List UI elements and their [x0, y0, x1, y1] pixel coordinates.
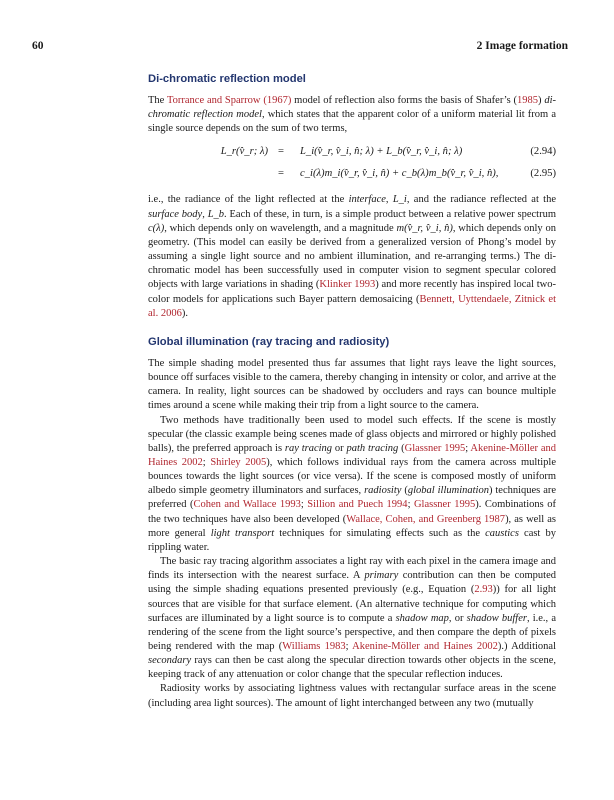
page-number: 60	[32, 40, 44, 52]
term: global illumination	[407, 485, 489, 497]
citation-link[interactable]: Klinker 1993	[319, 279, 376, 291]
citation-link[interactable]: Glassner 1995	[404, 442, 466, 454]
paragraph: The simple shading model presented thus far assumes that light rays leave the light sources, bounce off surfaces visible to the camera, thereby changing in intensity or color, and arrive at the camera. In reality, light sources can be shadowed by occluders and rays can bounce multiple times around a scene while making their trip from a light source to the camera.	[148, 357, 556, 412]
math-inline: L_b	[207, 208, 225, 220]
term: di-chromatic reflection model	[148, 95, 557, 121]
equation-2-94	[148, 146, 556, 164]
citation-link[interactable]: Glassner 1995	[413, 499, 476, 511]
equation-relation: =	[278, 168, 284, 180]
term: light transport	[210, 527, 275, 539]
citation-link[interactable]: Shirley 2005	[210, 456, 267, 468]
citation-link[interactable]: Akenine-Möller and Haines 2002	[352, 641, 498, 652]
citation-link[interactable]: Williams 1983	[282, 641, 346, 652]
equation-rhs: c_i(λ)m_i(v̂_r, v̂_i, n̂) + c_b(λ)m_b(v̂_r, v̂_i, n̂),	[300, 168, 499, 180]
equation-number: (2.95)	[530, 168, 556, 180]
citation-link[interactable]: Wallace, Cohen, and Greenberg 1987	[346, 513, 506, 525]
term: caustics	[485, 527, 519, 539]
paragraph: The Torrance and Sparrow (1967) model of reflection also forms the basis of Shafer’s (1985) di-chromatic reflection model, which states that the apparent color of a uniform material lit from a single source depends on the sum of two terms,	[148, 95, 557, 135]
term: path tracing	[346, 442, 399, 454]
section-heading-global-illumination: Global illumination (ray tracing and radiosity)	[148, 335, 390, 348]
math-inline: m(v̂_r, v̂_i, n̂)	[396, 222, 453, 234]
equation-2-95	[148, 168, 556, 186]
math-inline: c(λ)	[148, 222, 165, 234]
citation-link[interactable]: 1985	[517, 95, 539, 106]
citation-link[interactable]: Torrance and Sparrow (1967)	[166, 95, 292, 106]
citation-link[interactable]: Akenine-Möller and Haines 2002	[148, 442, 557, 468]
term: secondary	[148, 655, 192, 667]
equation-relation: =	[278, 146, 284, 158]
equation-reference-link[interactable]: 2.93	[474, 584, 493, 596]
text-column	[148, 72, 556, 711]
math-inline: L_i	[392, 194, 407, 206]
citation-link[interactable]: Bennett, Uyttendaele, Zitnick et al. 2006	[148, 293, 557, 319]
paragraph: i.e., the radiance of the light reflected at the interface, L_i, and the radiance reflected at the surface body, L_b. Each of these, in turn, is a simple product between a relative power spectrum c(λ), which depends only on wavelength, and a magnitude m(v̂_r, v̂_i, n̂), which depends only on geometry. (This model can easily be derived from a generalized version of Phong’s model by assuming a single light source and no ambient illumination, and re-arranging terms.) The di-chromatic model has been successfully used in computer vision to segment specular colored objects with large variations in shading (Klinker 1993) and more recently has inspired local two-color models for applications such Bayer pattern demosaicing (Bennett, Uyttendaele, Zitnick et al. 2006).	[148, 194, 557, 319]
term: interface	[348, 194, 386, 206]
paragraph: Two methods have traditionally been used to model such effects. If the scene is mostly specular (the classic example being scenes made of glass objects and mirrored or highly polished balls), the preferred approach is ray tracing or path tracing (Glassner 1995; Akenine-Möller and Haines 2002; Shirley 2005), which follows individual rays from the camera across multiple bounces towards the light sources (or vice versa). If the scene is composed mostly of uniform albedo simple geometry illuminators and surfaces, radiosity (global illumination) techniques are preferred (Cohen and Wallace 1993; Sillion and Puech 1994; Glassner 1995). Combinations of the two techniques have also been developed (Wallace, Cohen, and Greenberg 1987), as well as more general light transport techniques for simulating effects such as the caustics cast by rippling water.	[148, 414, 557, 553]
term: primary	[364, 570, 399, 582]
term: shadow map	[395, 612, 449, 624]
term: ray tracing	[284, 442, 333, 454]
citation-link[interactable]: Cohen and Wallace 1993	[193, 499, 301, 511]
equation-lhs: L_r(v̂_r; λ)	[220, 146, 268, 158]
term: shadow buffer	[466, 612, 527, 624]
equation-rhs: L_i(v̂_r, v̂_i, n̂; λ) + L_b(v̂_r, v̂_i, n̂; λ)	[300, 146, 463, 158]
equation-number: (2.94)	[530, 146, 556, 158]
section-heading-dichromatic: Di-chromatic reflection model	[148, 73, 306, 85]
paragraph: The basic ray tracing algorithm associates a light ray with each pixel in the camera image and finds its intersection with the nearest surface. A primary contribution can then be computed using the simple shading equations presented previously (e.g., Equation (2.93)) for all light sources that are visible for that surface element. (An alternative technique for computing which surfaces are illuminated by a light source is to compute a shadow map, or shadow buffer, i.e., a rendering of the scene from the light source’s perspective, and then compare the depth of pixels being rendered with the map (Williams 1983; Akenine-Möller and Haines 2002).) Additional secondary rays can then be cast along the specular direction towards other objects in the scene, keeping track of any attenuation or color change that the specular reflection induces.	[148, 556, 557, 681]
equation-block	[148, 140, 556, 190]
paragraph: Radiosity works by associating lightness values with rectangular surface areas in the scene (including area light sources). The amount of light interchanged between any two (mutually	[148, 683, 556, 709]
running-header	[32, 40, 568, 56]
term: surface body	[148, 208, 203, 220]
chapter-title: 2 Image formation	[476, 40, 568, 52]
citation-link[interactable]: Sillion and Puech 1994	[307, 499, 408, 511]
term: radiosity	[364, 485, 402, 497]
